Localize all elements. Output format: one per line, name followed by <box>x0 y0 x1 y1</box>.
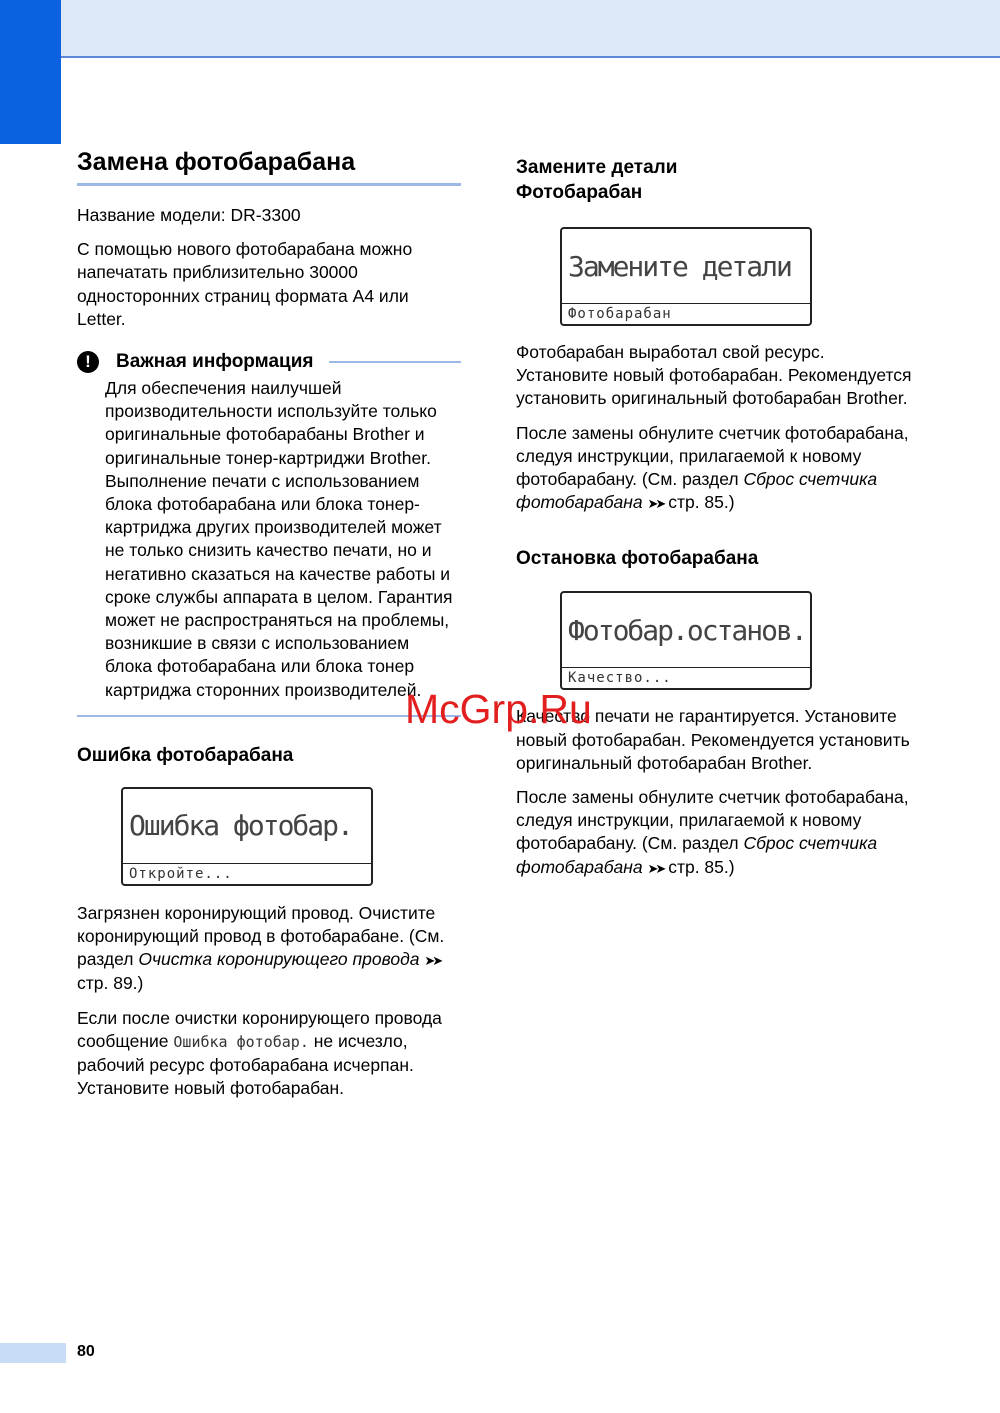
footer-band <box>0 1343 66 1363</box>
notice-title: Важная информация <box>116 351 314 373</box>
after-clean-paragraph <box>77 1007 461 1101</box>
after-clean-text-end: не исчезло, рабочий ресурс фотобарабана исчерпан. Установите новый фотобарабан. <box>77 1030 414 1099</box>
notice-rule <box>329 361 461 363</box>
after-clean-text: Если после очистки коронирующего провода сообщение <box>77 1007 442 1051</box>
watermark: McGrp.Ru <box>405 686 592 732</box>
notice-text: Для обеспечения наилучшей производительности используйте только оригинальные фотобарабаны Brother и оригинальные тонер-картриджи Brother. Выполнение печати с использованием блока фотобарабана или блока тонер-картриджа других производителей может не только снизить качество печати, но и негативно сказаться на качестве работы и сроке службы аппарата в целом. Гарантия может не распространяться на проблемы, возникшие в связи с использованием блока фотобарабана или блока тонер картриджа сторонних производителей. <box>105 378 453 700</box>
corona-paragraph <box>77 902 461 996</box>
lcd-main-text: Фотобар.останов. <box>568 613 806 647</box>
exclamation-icon: ! <box>77 351 99 373</box>
replace-heading-line2: Фотобарабан <box>516 182 643 203</box>
reset-page: стр. 85.) <box>663 492 735 513</box>
page-number: 80 <box>77 1343 95 1360</box>
reset-link[interactable]: Сброс счетчика фотобарабана <box>516 833 878 877</box>
notice-header <box>77 351 461 373</box>
replace-heading-line1: Замените детали <box>516 157 678 178</box>
lcd-message-inline: Ошибка фотобар. <box>173 1032 309 1051</box>
lcd-display-replace <box>560 227 812 326</box>
page-title: Замена фотобарабана <box>77 148 461 186</box>
corona-page: стр. 89.) <box>77 973 144 994</box>
reset-text: После замены обнулите счетчик фотобарабана, следуя инструкции, прилагаемой к новому фотобарабану. (См. раздел <box>516 787 909 854</box>
replace-paragraph: Фотобарабан выработал свой ресурс. Установите новый фотобарабан. Рекомендуется установить оригинальный фотобарабан Brother. <box>516 342 912 409</box>
notice-end-rule <box>77 715 461 717</box>
corona-link[interactable]: Очистка коронирующего провода <box>138 949 420 970</box>
quality-paragraph: Качество печати не гарантируется. Установите новый фотобарабан. Рекомендуется установить оригинальный фотобарабан Brother. <box>516 706 910 773</box>
lcd-sub-text: Фотобарабан <box>562 303 810 324</box>
lcd-display-error <box>121 787 373 886</box>
lcd-display-stop <box>560 591 812 690</box>
intro-paragraph: С помощью нового фотобарабана можно напечатать приблизительно 30000 односторонних страниц формата A4 или Letter. <box>77 239 413 329</box>
double-arrow-icon: ➤➤ <box>424 953 441 969</box>
error-heading: Ошибка фотобарабана <box>77 744 294 766</box>
reset-paragraph-2 <box>516 786 916 880</box>
corona-text: Загрязнен коронирующий провод. Очистите коронирующий провод в фотобарабане. (См. раздел <box>77 902 445 970</box>
left-column <box>77 148 461 1100</box>
lcd-main-text: Ошибка фотобар. <box>129 809 352 843</box>
reset-link[interactable]: Сброс счетчика фотобарабана <box>516 469 878 513</box>
important-notice <box>77 351 461 702</box>
lcd-sub-text: Качество... <box>562 667 810 688</box>
header-band <box>0 0 1000 58</box>
chapter-tab <box>0 0 61 144</box>
reset-paragraph <box>516 422 916 516</box>
right-column <box>516 155 916 880</box>
lcd-main-text: Замените детали <box>568 249 791 283</box>
reset-page: стр. 85.) <box>663 856 735 877</box>
reset-text: После замены обнулите счетчик фотобарабана, следуя инструкции, прилагаемой к новому фотобарабану. (См. раздел <box>516 422 909 490</box>
stop-heading: Остановка фотобарабана <box>516 548 759 570</box>
double-arrow-icon: ➤➤ <box>647 860 664 876</box>
double-arrow-icon: ➤➤ <box>647 496 664 512</box>
model-line: Название модели: DR-3300 <box>77 205 301 225</box>
lcd-sub-text: Откройте... <box>123 863 371 884</box>
